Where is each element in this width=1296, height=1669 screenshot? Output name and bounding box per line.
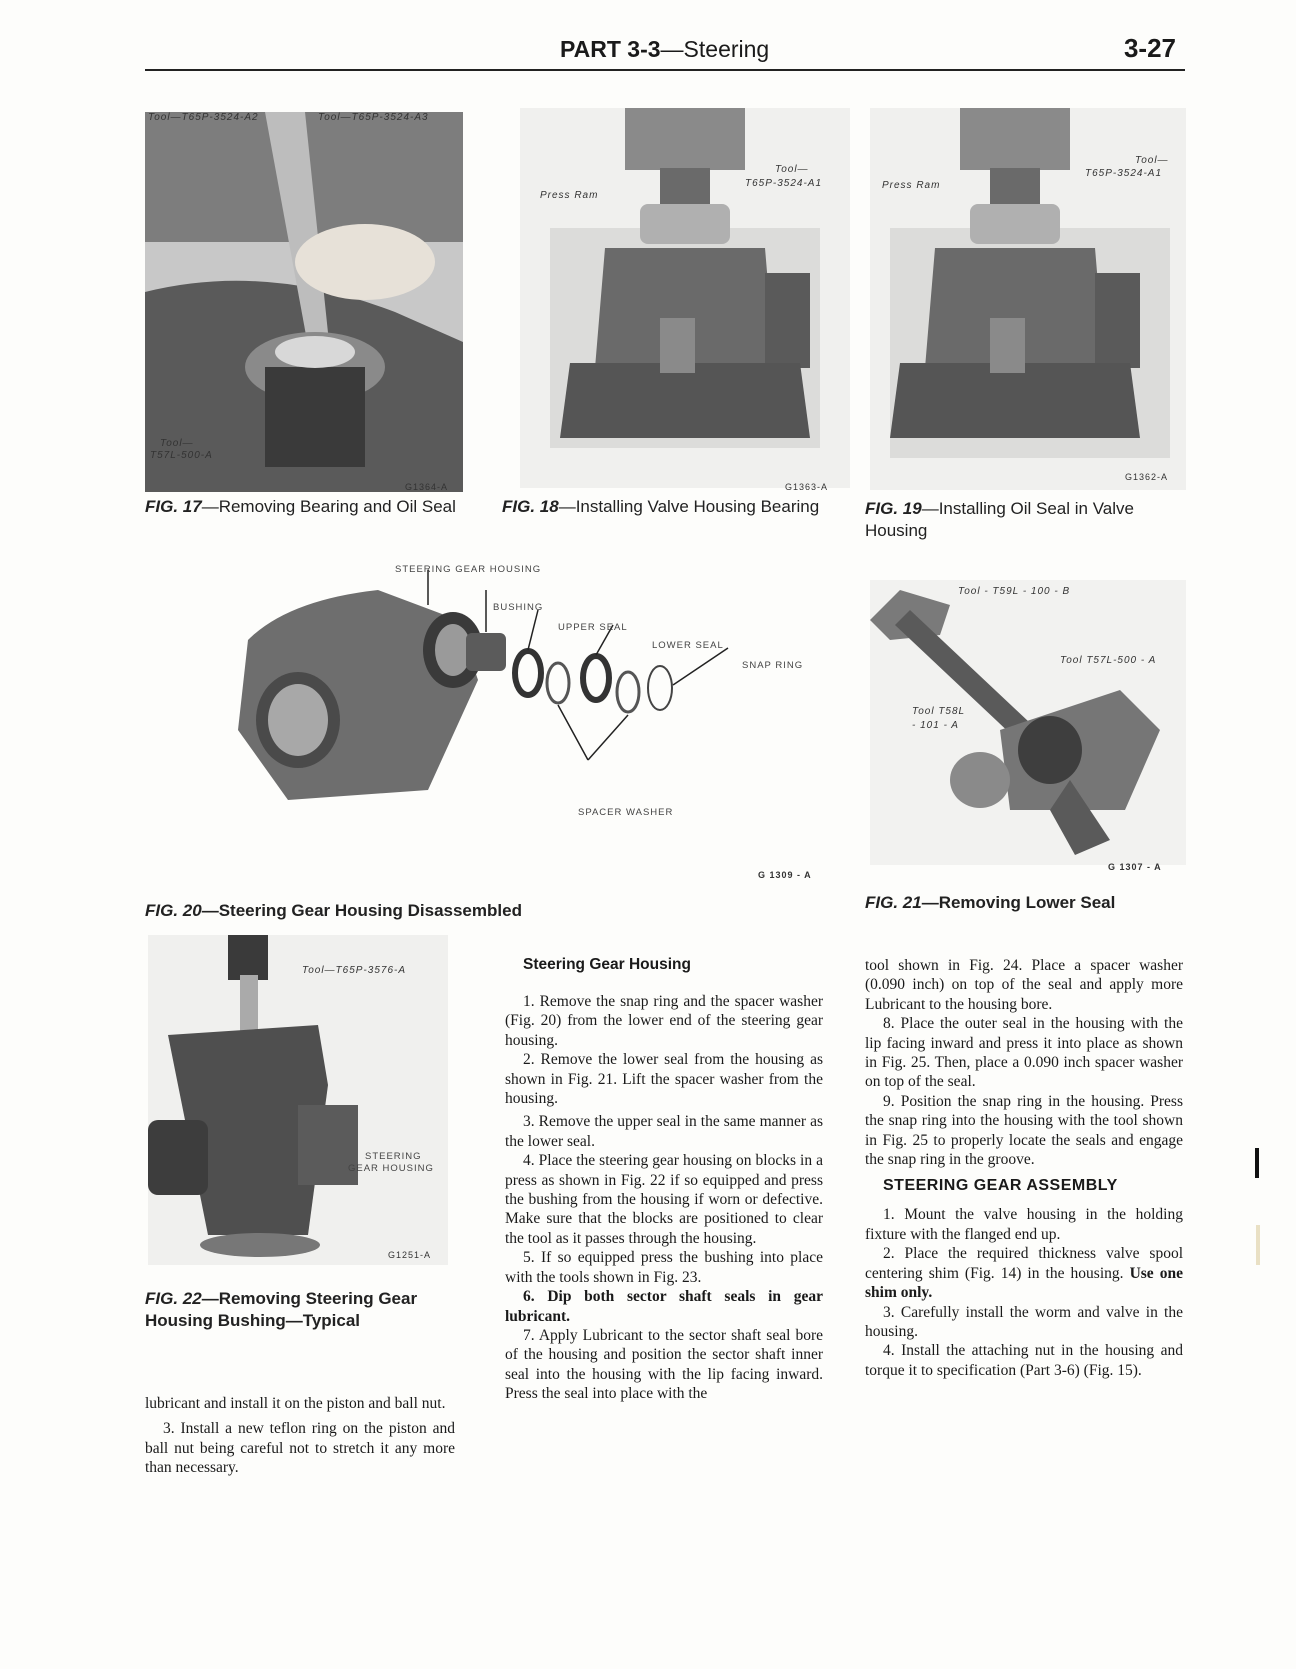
fig20-callout-snap-ring: SNAP RING bbox=[742, 660, 804, 671]
col1-paragraph-1: lubricant and install it on the piston and ball nut. bbox=[145, 1395, 446, 1412]
header-rule bbox=[145, 69, 1185, 71]
fig17-tool-a3-label: Tool—T65P-3524-A3 bbox=[318, 112, 429, 123]
fig22-callout-1: STEERING bbox=[365, 1151, 422, 1162]
fig18-caption-fig: FIG. 18 bbox=[502, 497, 559, 516]
col3-assembly-step-1: 1. Mount the valve housing in the holding fixture with the flanged end up. bbox=[865, 1206, 1183, 1243]
col3-assembly-step-4: 4. Install the attaching nut in the housing and torque it to specification (Part 3-6) (Fig. 15). bbox=[865, 1342, 1183, 1379]
fig17-code: G1364-A bbox=[405, 482, 449, 492]
fig22-caption-fig: FIG. 22 bbox=[145, 1289, 202, 1308]
header-part: PART 3-3 bbox=[560, 36, 661, 62]
col2-step-1: 1. Remove the snap ring and the spacer washer (Fig. 20) from the lower end of the steering gear housing. bbox=[505, 993, 823, 1049]
fig21-tool-right-label: Tool T57L-500 - A bbox=[1060, 655, 1157, 666]
fig22-callout-2: GEAR HOUSING bbox=[348, 1163, 434, 1174]
revision-bar-faded bbox=[1256, 1225, 1260, 1265]
col2-step-4: 4. Place the steering gear housing on blocks in a press as shown in Fig. 22 if so equipped and press the bushing from the housing if worn or defective. Make sure that the blocks are positioned to clear the tool as it passes through the housing. bbox=[505, 1152, 823, 1247]
fig21-tool-left-label-1: Tool T58L bbox=[912, 706, 966, 717]
fig21-code: G 1307 - A bbox=[1108, 862, 1162, 872]
fig18-caption bbox=[502, 496, 832, 518]
column-2 bbox=[505, 956, 823, 1404]
col3-assembly-step-2-bold: Use one shim only. bbox=[865, 1264, 1183, 1302]
fig18-code: G1363-A bbox=[785, 482, 829, 492]
fig20-callout-upper-seal: UPPER SEAL bbox=[558, 622, 628, 633]
header-section: —Steering bbox=[660, 36, 770, 62]
col3-assembly-step-2-main: 2. Place the required thickness valve spool centering shim (Fig. 14) in the housing. bbox=[865, 1245, 1183, 1282]
fig20-caption-fig: FIG. 20 bbox=[145, 901, 202, 920]
fig19-tool-label-2: T65P-3524-A1 bbox=[1085, 168, 1163, 179]
col3-paragraph-1: tool shown in Fig. 24. Place a spacer washer (0.090 inch) on top of the seal and apply more Lubricant to the housing bore. bbox=[865, 957, 1183, 1013]
fig19-code: G1362-A bbox=[1125, 472, 1169, 482]
running-header bbox=[560, 36, 769, 63]
column-1 bbox=[145, 1394, 455, 1478]
fig17-caption-fig: FIG. 17 bbox=[145, 497, 202, 516]
fig22-photo bbox=[148, 935, 448, 1265]
col2-step-5: 5. If so equipped press the bushing into place with the tools shown in Fig. 23. bbox=[505, 1249, 823, 1286]
col2-step-7: 7. Apply Lubricant to the sector shaft seal bore of the housing and position the sector shaft inner seal into the housing with the lip facing inward. Press the seal into place with the bbox=[505, 1326, 823, 1403]
fig21-caption bbox=[865, 892, 1195, 914]
fig20-callout-lower-seal: LOWER SEAL bbox=[652, 640, 724, 651]
fig22-caption-text: —Removing Steering Gear Housing Bushing—Typical bbox=[145, 1289, 418, 1330]
col1-step-3: 3. Install a new teflon ring on the piston and ball nut being careful not to stretch it any more than necessary. bbox=[145, 1420, 455, 1477]
fig20-callout-bushing: BUSHING bbox=[493, 602, 544, 613]
fig18-caption-text: —Installing Valve Housing Bearing bbox=[558, 497, 820, 516]
fig19-caption bbox=[865, 498, 1195, 542]
col3-step-9: 9. Position the snap ring in the housing. Press the snap ring into the housing with the tool shown in Fig. 25 to properly locate the seals and engage the snap ring in the groove. bbox=[865, 1092, 1183, 1169]
col2-heading: Steering Gear Housing bbox=[523, 956, 691, 973]
fig21-tool-top-label: Tool - T59L - 100 - B bbox=[958, 586, 1071, 597]
fig18-tool-label-1: Tool— bbox=[775, 164, 809, 175]
revision-bar bbox=[1255, 1148, 1259, 1178]
col3-step-8: 8. Place the outer seal in the housing with the lip facing inward and press it into place as shown in Fig. 25. Then, place a 0.090 inch spacer washer on top of the seal. bbox=[865, 1015, 1183, 1091]
fig22-tool-label: Tool—T65P-3576-A bbox=[302, 965, 407, 976]
page-number: 3-27 bbox=[1123, 33, 1176, 63]
fig18-press-ram-label: Press Ram bbox=[540, 190, 599, 201]
fig20-callout-spacer-washer: SPACER WASHER bbox=[578, 807, 674, 818]
fig18-tool-label-2: T65P-3524-A1 bbox=[745, 178, 823, 189]
fig19-caption-fig: FIG. 19 bbox=[865, 499, 922, 518]
fig17-tool-a2-label: Tool—T65P-3524-A2 bbox=[148, 112, 259, 123]
col2-step-3: 3. Remove the upper seal in the same manner as the lower seal. bbox=[505, 1113, 823, 1150]
fig19-press-ram-label: Press Ram bbox=[882, 180, 941, 191]
fig20-caption-text: —Steering Gear Housing Disassembled bbox=[201, 901, 522, 920]
fig20-caption bbox=[145, 900, 745, 922]
fig19-tool-label-1: Tool— bbox=[1135, 155, 1169, 166]
fig20-callout-steering-gear-housing: STEERING GEAR HOUSING bbox=[395, 564, 542, 575]
fig17-caption-text: —Removing Bearing and Oil Seal bbox=[201, 497, 456, 516]
col3-heading: STEERING GEAR ASSEMBLY bbox=[883, 1177, 1118, 1195]
col2-step-2: 2. Remove the lower seal from the housing as shown in Fig. 21. Lift the spacer washer from the housing. bbox=[505, 1051, 823, 1108]
col3-assembly-step-2 bbox=[865, 1244, 1183, 1302]
col2-step-6: 6. Dip both sector shaft seals in gear lubricant. bbox=[505, 1288, 823, 1325]
column-3 bbox=[865, 956, 1183, 1380]
fig21-tool-left-label-2: - 101 - A bbox=[912, 720, 959, 731]
fig21-caption-text: —Removing Lower Seal bbox=[921, 893, 1116, 912]
fig17-tool-bottom-label-1: Tool— bbox=[160, 438, 194, 449]
fig22-caption bbox=[145, 1288, 465, 1332]
fig20-code: G 1309 - A bbox=[758, 870, 812, 880]
fig22-code: G1251-A bbox=[388, 1250, 432, 1260]
fig21-caption-fig: FIG. 21 bbox=[865, 893, 922, 912]
fig17-caption bbox=[145, 496, 485, 518]
fig17-tool-bottom-label-2: T57L-500-A bbox=[150, 450, 213, 461]
fig17-photo bbox=[145, 112, 463, 492]
fig19-caption-text: —Installing Oil Seal in Valve Housing bbox=[865, 499, 1134, 540]
col3-assembly-step-3: 3. Carefully install the worm and valve in the housing. bbox=[865, 1303, 1183, 1340]
